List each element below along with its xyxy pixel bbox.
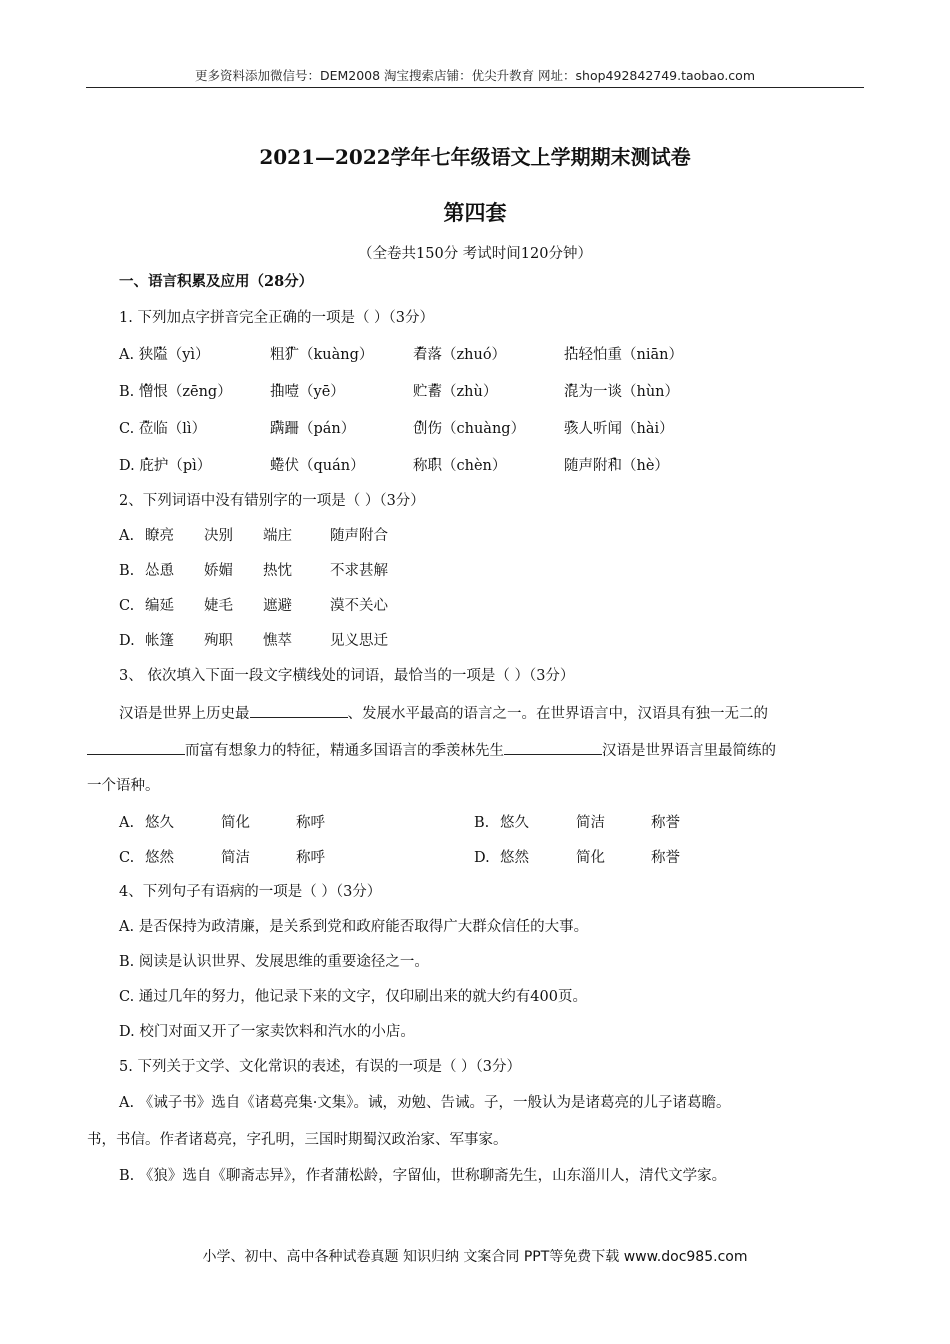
option-word: 不求甚解 — [330, 563, 388, 579]
option-letter: D. — [119, 633, 135, 649]
option-cell — [564, 346, 683, 364]
dotted-char: 抽 — [270, 384, 285, 400]
option-word: 决别 — [204, 528, 233, 544]
dotted-char: 创 — [413, 421, 428, 437]
option-text: 护（pì） — [153, 458, 212, 474]
option-letter: D. — [474, 850, 490, 866]
dotted-char: 隘 — [153, 347, 168, 363]
question-3-passage-line-1 — [119, 703, 768, 723]
option-word: 悠然 — [500, 850, 529, 866]
option-cell — [270, 420, 355, 438]
question-3-passage-line-3: 一个语种。 — [87, 778, 160, 794]
option-text: 恨（zēng） — [153, 384, 232, 400]
option-word: 娇媚 — [204, 563, 233, 579]
option-word: 婕毛 — [204, 598, 233, 614]
option-text: （chèn） — [442, 458, 507, 474]
option-cell — [413, 420, 525, 438]
dotted-char: 蹒 — [270, 421, 285, 437]
dotted-char: 拈 — [564, 347, 579, 363]
question-5-stem: 5. 下列关于文学、文化常识的表述，有误的一项是（ ）（3分） — [119, 1059, 522, 1075]
option-word: 简洁 — [221, 850, 250, 866]
option-text: 人听闻（hài） — [578, 421, 674, 437]
dotted-char: 混 — [564, 384, 579, 400]
option-text: （hè） — [622, 458, 669, 474]
option-word: 端庄 — [263, 528, 292, 544]
option-word: 热忱 — [263, 563, 292, 579]
option-text: 落（zhuó） — [427, 347, 507, 363]
header-divider — [86, 87, 864, 88]
page-footer: 小学、初中、高中各种试卷真题 知识归纳 文案合同 PPT等免费下载 www.doc985.com — [202, 1249, 748, 1265]
option-word: 简化 — [576, 850, 605, 866]
dotted-char: 蜷 — [270, 458, 285, 474]
option-text: 称 — [413, 458, 428, 474]
option-cell — [564, 457, 669, 475]
option-word: 简洁 — [576, 815, 605, 831]
question-3-stem: 3、 依次填入下面一段文字横线处的词语，最恰当的一项是（ ）（3分） — [119, 668, 575, 684]
option-text: 噎（yē） — [284, 384, 345, 400]
option-cell — [413, 383, 497, 401]
option-letter: C. — [119, 598, 135, 614]
option-letter: C. — [119, 850, 135, 866]
option-cell — [119, 346, 210, 364]
option-letter: B. — [119, 563, 135, 579]
question-4-stem: 4、下列句子有语病的一项是（ ）（3分） — [119, 884, 382, 900]
option-word: 见义思迁 — [330, 633, 388, 649]
option-letter: B. — [474, 815, 490, 831]
fill-blank-3 — [504, 740, 602, 755]
option-text: 伏（quán） — [284, 458, 365, 474]
question-4-option: D. 校门对面又开了一家卖饮料和汽水的小店。 — [119, 1024, 415, 1040]
option-letter: B. — [119, 384, 135, 400]
option-text: （zhù） — [442, 384, 498, 400]
dotted-char: 骇 — [564, 421, 579, 437]
dotted-char: 庇 — [139, 458, 154, 474]
option-word: 编延 — [145, 598, 174, 614]
option-word: 称呼 — [296, 815, 325, 831]
option-word: 简化 — [221, 815, 250, 831]
option-word: 称誉 — [651, 815, 680, 831]
option-word: 漠不关心 — [330, 598, 388, 614]
option-word: 悠久 — [145, 815, 174, 831]
option-letter: A. — [119, 347, 135, 363]
question-1-stem: 1. 下列加点字拼音完全正确的一项是（ ）（3分） — [119, 310, 435, 326]
dotted-char: 职 — [427, 458, 442, 474]
section-heading: 一、语言积累及应用（28分） — [119, 273, 314, 290]
option-word: 殉职 — [204, 633, 233, 649]
exam-title: 2021—2022学年七年级语文上学期期末测试卷 — [259, 145, 691, 169]
question-4-option: C. 通过几年的努力，他记录下来的文字，仅印刷出来的就大约有400页。 — [119, 989, 587, 1005]
fill-blank-2 — [87, 740, 185, 755]
exam-subtitle: 第四套 — [443, 200, 507, 225]
option-word: 瞭亮 — [145, 528, 174, 544]
passage-text: 汉语是世界语言里最简练的 — [602, 743, 776, 759]
question-2-stem: 2、下列词语中没有错别字的一项是（ ）（3分） — [119, 493, 425, 509]
dotted-char: 憎 — [138, 384, 154, 400]
passage-text: 而富有想象力的特征，精通多国语言的季羡林先生 — [185, 743, 504, 759]
option-cell — [413, 457, 506, 475]
option-cell — [564, 383, 679, 401]
question-4-option: A. 是否保持为政清廉，是关系到党和政府能否取得广大群众信任的大事。 — [119, 919, 589, 935]
option-letter: C. — [119, 421, 135, 437]
option-text: 伤（chuàng） — [427, 421, 526, 437]
option-cell — [270, 346, 373, 364]
option-text: （kuàng） — [299, 347, 374, 363]
question-5-option-b: B. 《狼》选自《聊斋志异》，作者蒲松龄，字留仙，世称聊斋先生，山东淄川人，清代文学家。 — [119, 1168, 727, 1184]
option-word: 遮避 — [263, 598, 292, 614]
option-cell — [413, 346, 506, 364]
option-cell — [119, 457, 211, 475]
dotted-char: 着 — [413, 347, 428, 363]
option-word: 随声附合 — [330, 528, 388, 544]
option-text: 狭 — [138, 347, 154, 363]
option-word: 称呼 — [296, 850, 325, 866]
question-5-option-a-cont: 书，书信。作者诸葛亮，字孔明，三国时期蜀汉政治家、军事家。 — [87, 1132, 508, 1148]
dotted-char: 犷 — [284, 347, 299, 363]
option-cell — [270, 457, 365, 475]
fill-blank-1 — [250, 703, 348, 718]
option-text: 临（lì） — [153, 421, 207, 437]
option-letter: A. — [119, 528, 135, 544]
option-letter: A. — [119, 815, 135, 831]
option-text: 跚（pán） — [284, 421, 356, 437]
option-cell — [119, 420, 206, 438]
option-letter: D. — [119, 458, 135, 474]
exam-note: （全卷共150分 考试时间120分钟） — [358, 246, 592, 262]
option-word: 憔萃 — [263, 633, 292, 649]
question-3-passage-line-2 — [87, 740, 776, 760]
option-cell — [119, 383, 232, 401]
option-text: 为一谈（hùn） — [578, 384, 680, 400]
option-word: 悠然 — [145, 850, 174, 866]
option-word: 悠久 — [500, 815, 529, 831]
question-5-option-a: A. 《诫子书》选自《诸葛亮集·文集》。诫，劝勉、告诫。子，一般认为是诸葛亮的儿子诸葛瞻。 — [119, 1095, 731, 1111]
option-cell — [564, 420, 674, 438]
option-text: 贮 — [413, 384, 428, 400]
option-text: （yì） — [167, 347, 210, 363]
page-header: 更多资料添加微信号：DEM2008 淘宝搜索店铺：优尖升教育 网址：shop492842749.taobao.com — [194, 68, 756, 83]
option-text: 粗 — [270, 347, 285, 363]
passage-text: 汉语是世界上历史最 — [119, 706, 250, 722]
option-word: 称誉 — [651, 850, 680, 866]
option-word: 帐篷 — [145, 633, 174, 649]
option-text: 随声附 — [564, 458, 608, 474]
dotted-char: 蓄 — [427, 384, 442, 400]
option-cell — [270, 383, 345, 401]
question-4-option: B. 阅读是认识世界、发展思维的重要途径之一。 — [119, 954, 429, 970]
dotted-char: 和 — [607, 458, 622, 474]
option-word: 怂恿 — [145, 563, 174, 579]
option-text: 轻怕重（niān） — [578, 347, 683, 363]
passage-text: 、发展水平最高的语言之一。在世界语言中，汉语具有独一无二的 — [347, 706, 768, 722]
dotted-char: 莅 — [138, 421, 154, 437]
